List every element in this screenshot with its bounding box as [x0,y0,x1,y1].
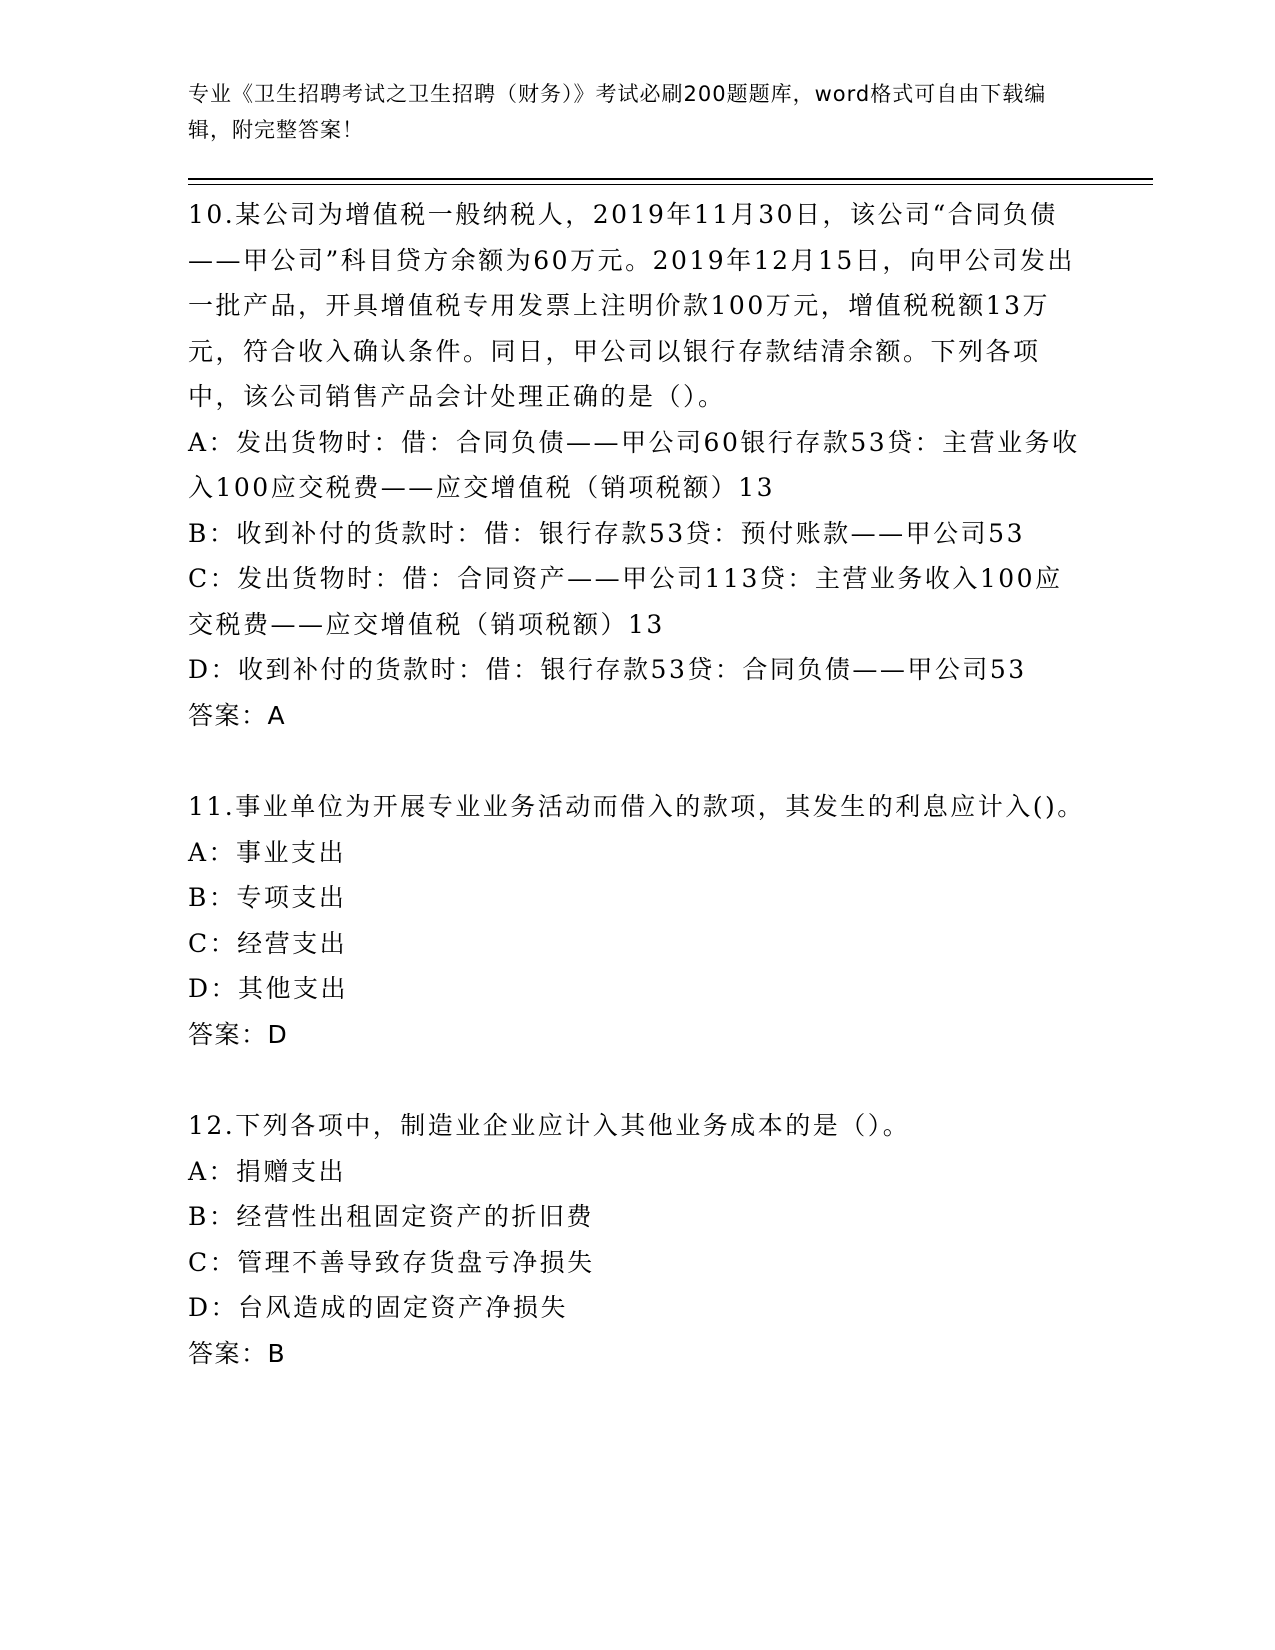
option-b: B：专项支出 [188,883,347,912]
question-stem: 11.事业单位为开展专业业务活动而借入的款项，其发生的利息应计入()。 [188,792,1085,821]
document-header: 专业《卫生招聘考试之卫生招聘（财务）》考试必刷200题题库，word格式可自由下载编辑，附完整答案！ [188,82,1047,142]
option-b: B：收到补付的货款时：借：银行存款53贷：预付账款——甲公司53 [188,518,1025,548]
question-10 [188,192,1088,738]
option-a: A：事业支出 [188,837,347,867]
option-c: C：管理不善导致存货盘亏净损失 [188,1247,595,1277]
question-list [188,192,1088,1422]
answer-line: 答案：A [188,700,287,730]
question-11 [188,784,1088,1057]
header-divider-thin [188,184,1153,185]
answer-line: 答案：D [188,1019,289,1049]
header-divider-thick [188,178,1153,180]
option-b: B：经营性出租固定资产的折旧费 [188,1202,594,1231]
option-a: A：发出货物时：借：合同负债——甲公司60银行存款53贷：主营业务收入100应交税费——应交增值税（销项税额）13 [188,427,1080,502]
option-d: D：收到补付的货款时：借：银行存款53贷：合同负债——甲公司53 [188,655,1027,684]
option-c: C：发出货物时：借：合同资产——甲公司113贷：主营业务收入100应交税费——应交增值税（销项税额）13 [188,564,1063,639]
option-d: D：其他支出 [188,974,349,1003]
question-stem: 10.某公司为增值税一般纳税人，2019年11月30日，该公司“合同负债——甲公司”科目贷方余额为60万元。2019年12月15日，向甲公司发出一批产品，开具增值税专用发票上注明价款100万元，增值税税额13万元，符合收入确认条件。同日，甲公司以银行存款结清余额。下列各项中，该公司销售产品会计处理正确的是（）。 [188,200,1075,411]
option-a: A：捐赠支出 [188,1156,347,1186]
option-c: C：经营支出 [188,928,348,958]
question-stem: 12.下列各项中，制造业企业应计入其他业务成本的是（）。 [188,1111,911,1140]
question-12 [188,1103,1088,1376]
option-d: D：台风造成的固定资产净损失 [188,1293,569,1322]
answer-line: 答案：B [188,1338,287,1368]
